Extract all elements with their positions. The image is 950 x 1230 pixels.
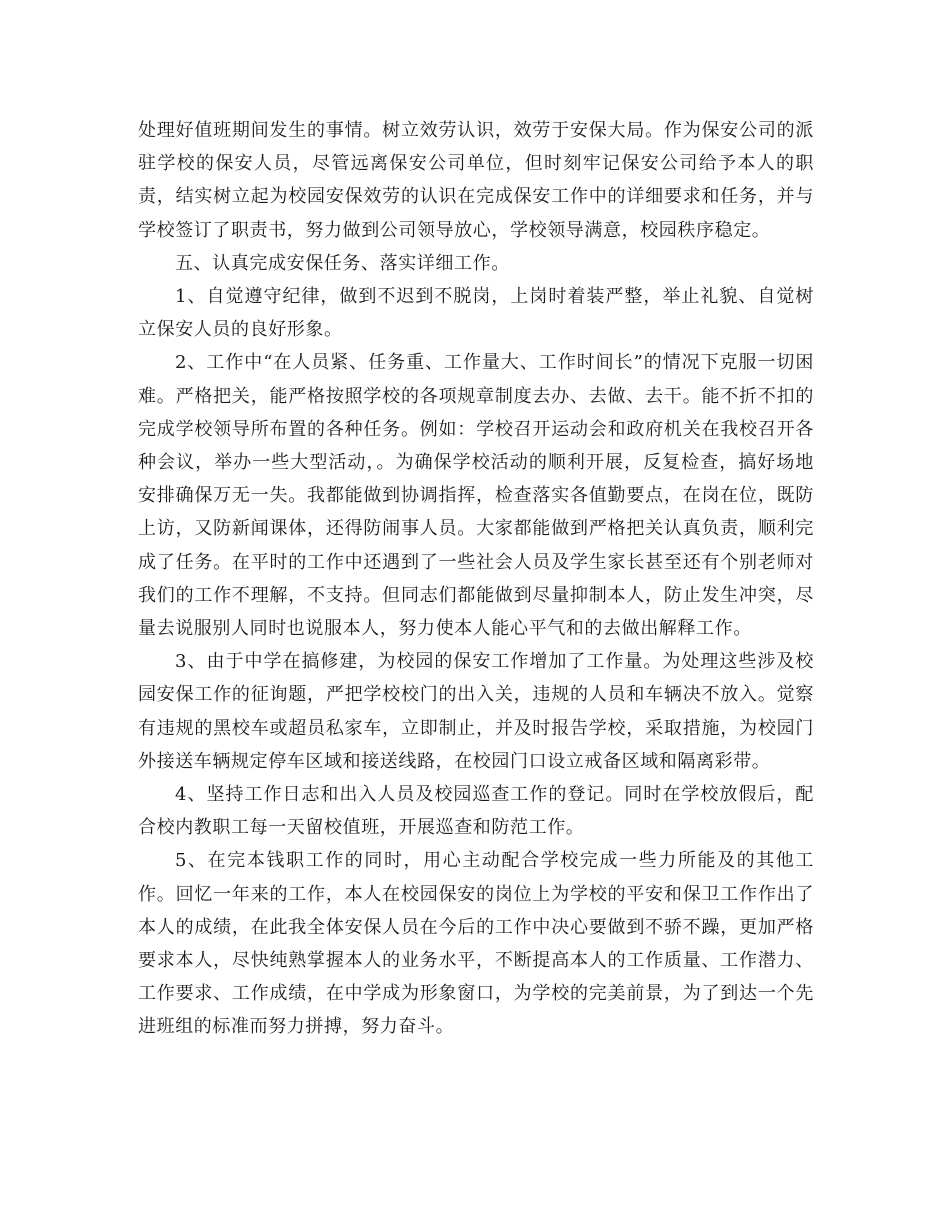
- paragraph-item-3: 3、由于中学在搞修建，为校园的保安工作增加了工作量。为处理这些涉及校园安保工作的征询题，严把学校校门的出入关，违规的人员和车辆决不放入。觉察有违规的黑校车或超员私家车，立即制止，并及时报告学校，采取措施，为校园门外接送车辆规定停车区域和接送线路，在校园门口设立戒备区域和隔离彩带。: [138, 651, 814, 772]
- section-heading-five: 五、认真完成安保任务、落实详细工作。: [175, 252, 510, 274]
- document-body: [138, 114, 814, 1044]
- paragraph-item-5: 5、在完本钱职工作的同时，用心主动配合学校完成一些力所能及的其他工作。回忆一年来的工作，本人在校园保安的岗位上为学校的平安和保卫工作作出了本人的成绩，在此我全体安保人员在今后的工作中决心要做到不骄不躁，更加严格要求本人，尽快纯熟掌握本人的业务水平，不断提高本人的工作质量、工作潜力、工作要求、工作成绩，在中学成为形象窗口，为学校的完美前景，为了到达一个先进班组的标准而努力拼搏，努力奋斗。: [138, 850, 814, 1038]
- paragraph-continuation: 处理好值班期间发生的事情。树立效劳认识，效劳于安保大局。作为保安公司的派驻学校的保安人员，尽管远离保安公司单位，但时刻牢记保安公司给予本人的职责，结实树立起为校园安保效劳的认识在完成保安工作中的详细要求和任务，并与学校签订了职责书，努力做到公司领导放心，学校领导满意，校园秩序稳定。: [138, 120, 814, 241]
- paragraph-item-1: 1、自觉遵守纪律，做到不迟到不脱岗，上岗时着装严整，举止礼貌、自觉树立保安人员的良好形象。: [138, 286, 814, 341]
- paragraph-item-4: 4、坚持工作日志和出入人员及校园巡查工作的登记。同时在学校放假后，配合校内教职工每一天留校值班，开展巡查和防范工作。: [138, 784, 814, 839]
- paragraph-item-2: 2、工作中“在人员紧、任务重、工作量大、工作时间长”的情况下克服一切困难。严格把关，能严格按照学校的各项规章制度去办、去做、去干。能不折不扣的完成学校领导所布置的各种任务。例如：学校召开运动会和政府机关在我校召开各种会议，举办一些大型活动，。为确保学校活动的顺利开展，反复检查，搞好场地安排确保万无一失。我都能做到协调指挥，检查落实各值勤要点，在岗在位，既防上访，又防新闻课体，还得防闹事人员。大家都能做到严格把关认真负责，顺利完成了任务。在平时的工作中还遇到了一些社会人员及学生家长甚至还有个别老师对我们的工作不理解，不支持。但同志们都能做到尽量抑制本人，防止发生冲突，尽量去说服别人同时也说服本人，努力使本人能心平气和的去做出解释工作。: [138, 352, 814, 640]
